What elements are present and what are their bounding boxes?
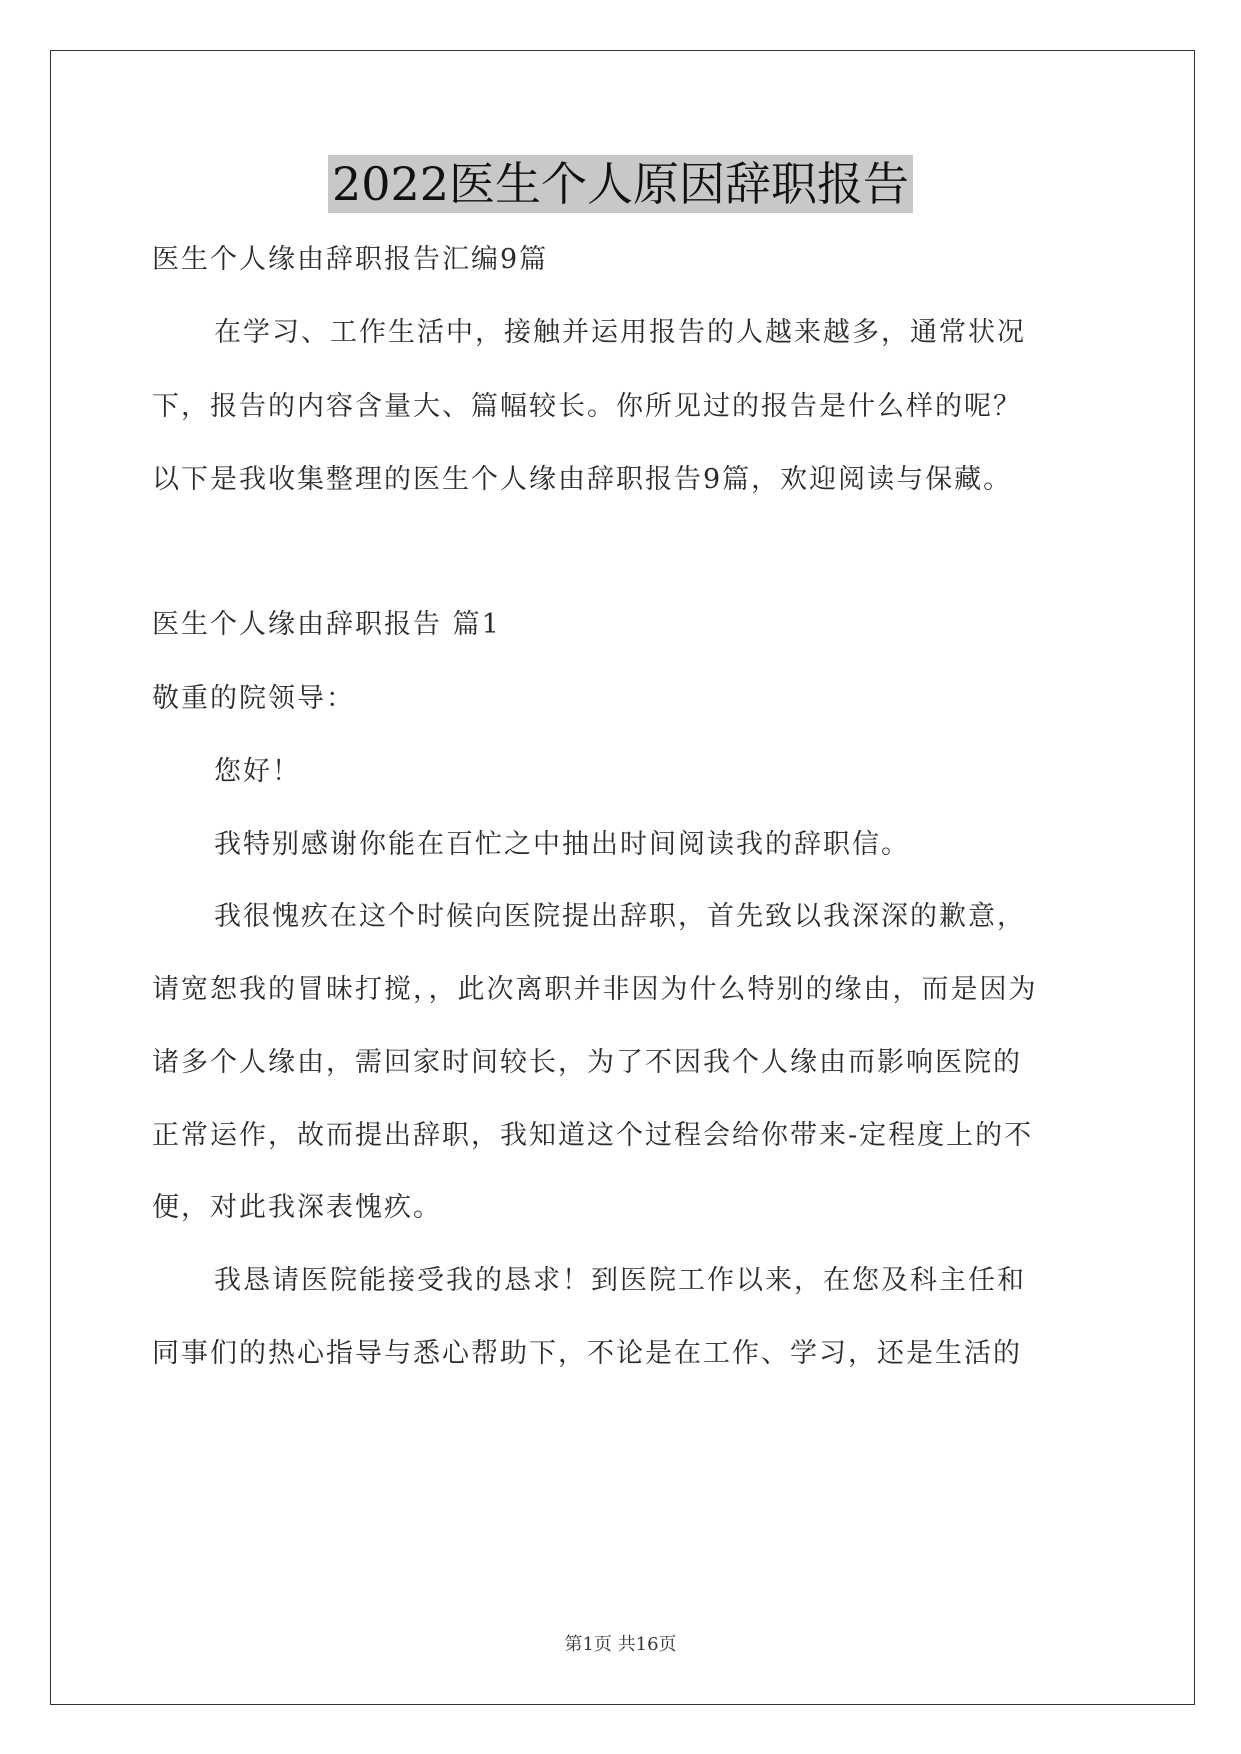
intro-line-1: 在学习、工作生活中，接触并运用报告的人越来越多，通常状况 bbox=[214, 317, 1026, 348]
paragraph-3-line-2: 同事们的热心指导与悉心帮助下，不论是在工作、学习，还是生活的 bbox=[152, 1338, 1022, 1369]
page-border bbox=[50, 50, 1195, 1705]
section-heading: 医生个人缘由辞职报告 篇1 bbox=[152, 609, 501, 640]
greeting: 您好！ bbox=[214, 756, 301, 787]
paragraph-2-line-5: 便，对此我深表愧疚。 bbox=[152, 1192, 442, 1223]
document-subtitle: 医生个人缘由辞职报告汇编9篇 bbox=[152, 244, 549, 275]
paragraph-2-line-2: 请宽恕我的冒昧打搅，，此次离职并非因为什么特别的缘由，而是因为 bbox=[152, 974, 1038, 1005]
paragraph-3-line-1: 我恳请医院能接受我的恳求！到医院工作以来，在您及科主任和 bbox=[214, 1265, 1026, 1296]
document-title: 2022医生个人原因辞职报告 bbox=[328, 155, 913, 213]
intro-line-3: 以下是我收集整理的医生个人缘由辞职报告9篇，欢迎阅读与保藏。 bbox=[152, 464, 1013, 495]
paragraph-2-line-4: 正常运作，故而提出辞职，我知道这个过程会给你带来-定程度上的不 bbox=[152, 1120, 1034, 1151]
paragraph-2-line-3: 诸多个人缘由，需回家时间较长，为了不因我个人缘由而影响医院的 bbox=[152, 1047, 1022, 1078]
paragraph-2-line-1: 我很愧疚在这个时候向医院提出辞职，首先致以我深深的歉意， bbox=[214, 901, 1026, 932]
intro-line-2: 下，报告的内容含量大、篇幅较长。你所见过的报告是什么样的呢？ bbox=[152, 391, 1022, 422]
paragraph-1: 我特别感谢你能在百忙之中抽出时间阅读我的辞职信。 bbox=[214, 829, 910, 860]
page-footer: 第1页 共16页 bbox=[564, 1634, 677, 1655]
title-container bbox=[0, 155, 1241, 213]
salutation: 敬重的院领导： bbox=[152, 683, 355, 714]
